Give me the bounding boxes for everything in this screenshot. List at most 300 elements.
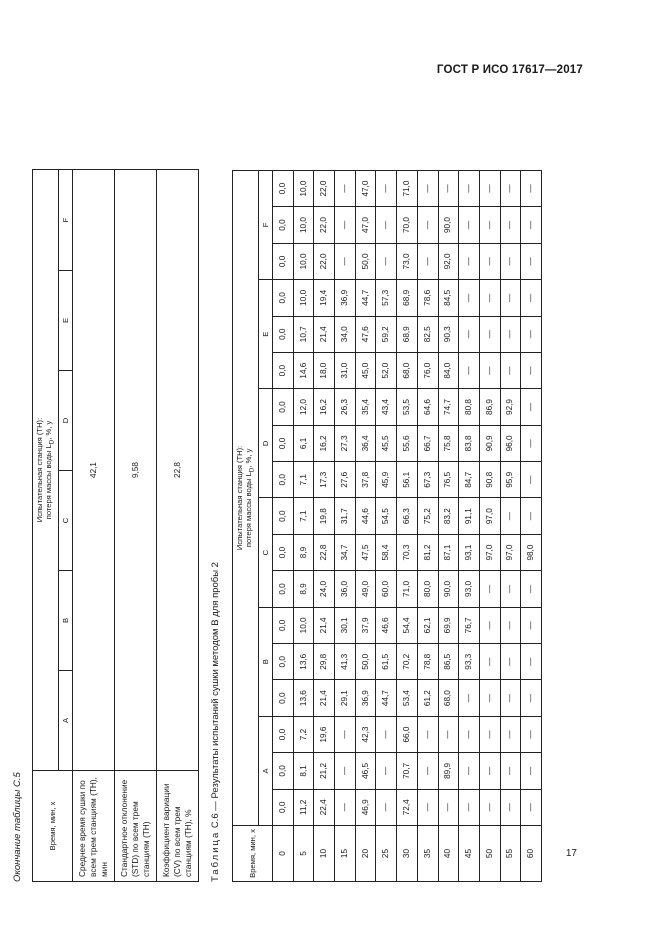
summary-row [73, 170, 115, 882]
value-cell: 84,7 [459, 462, 480, 498]
table-row [376, 170, 397, 881]
value-cell: 84,0 [438, 352, 459, 388]
value-cell: 68,0 [397, 352, 418, 388]
station-label: B [259, 607, 273, 716]
time-cell: 0 [273, 826, 294, 882]
value-cell: 87,1 [438, 534, 459, 570]
value-cell: 0,0 [273, 680, 294, 716]
value-cell: 0,0 [273, 644, 294, 680]
value-cell: 27,6 [335, 462, 356, 498]
value-cell: — [479, 607, 500, 643]
value-cell: 97,0 [479, 534, 500, 570]
value-cell: 22,8 [314, 534, 335, 570]
stations-row [259, 170, 273, 881]
station-label: E [259, 280, 273, 389]
table-row [438, 170, 459, 881]
time-cell: 15 [335, 826, 356, 882]
value-cell: — [376, 207, 397, 243]
table-c6-caption [210, 562, 221, 882]
value-cell: 67,3 [417, 462, 438, 498]
value-cell: 68,0 [438, 680, 459, 716]
value-cell: 7,1 [293, 462, 314, 498]
value-cell: 21,2 [314, 753, 335, 789]
value-cell: — [521, 680, 542, 716]
value-cell: 35,4 [355, 389, 376, 425]
value-cell: 10,0 [293, 607, 314, 643]
value-cell: 0,0 [273, 534, 294, 570]
value-cell: 86,5 [438, 644, 459, 680]
value-cell: 92,9 [500, 389, 521, 425]
value-cell: 72,4 [397, 789, 418, 825]
value-cell: — [479, 753, 500, 789]
value-cell: 0,0 [273, 243, 294, 279]
value-cell: 0,0 [273, 716, 294, 752]
value-cell: — [521, 425, 542, 461]
value-cell: — [417, 716, 438, 752]
value-cell: 10,7 [293, 316, 314, 352]
value-cell: — [500, 571, 521, 607]
value-cell: 84,5 [438, 280, 459, 316]
time-cell: 25 [376, 826, 397, 882]
value-cell: 53,4 [397, 680, 418, 716]
value-cell: — [479, 571, 500, 607]
value-cell: 90,9 [479, 425, 500, 461]
value-cell: 10,0 [293, 170, 314, 207]
value-cell: — [376, 243, 397, 279]
value-cell: — [479, 644, 500, 680]
value-cell: 10,0 [293, 280, 314, 316]
value-cell: — [376, 753, 397, 789]
value-cell: 7,2 [293, 716, 314, 752]
value-cell: 71,0 [397, 571, 418, 607]
value-cell: 44,7 [355, 280, 376, 316]
value-cell: — [500, 207, 521, 243]
value-cell: 91,1 [459, 498, 480, 534]
station-header-suffix: , %, y [243, 448, 253, 468]
station-header-line1: Испытательная станция (TH): [234, 445, 244, 551]
value-cell: 0,0 [273, 170, 294, 207]
value-cell: 66,7 [417, 425, 438, 461]
time-cell: 5 [293, 826, 314, 882]
value-cell: 0,0 [273, 280, 294, 316]
station-label: C [59, 471, 73, 571]
value-cell: 24,0 [314, 571, 335, 607]
station-group-header [233, 170, 259, 825]
header-row [233, 170, 259, 881]
value-cell: — [459, 753, 480, 789]
value-cell: — [521, 280, 542, 316]
value-cell: — [500, 498, 521, 534]
table-row [293, 170, 314, 881]
value-cell: 92,0 [438, 243, 459, 279]
value-cell: 97,0 [500, 534, 521, 570]
value-cell: 13,6 [293, 644, 314, 680]
station-label: D [259, 389, 273, 498]
value-cell: 60,0 [376, 571, 397, 607]
value-cell: 0,0 [273, 753, 294, 789]
table-row [521, 170, 542, 881]
value-cell: 31,0 [335, 352, 356, 388]
value-cell: 90,3 [438, 316, 459, 352]
value-cell: 46,6 [376, 607, 397, 643]
station-group-header [33, 170, 59, 771]
value-cell: 36,9 [335, 280, 356, 316]
value-cell: 37,8 [355, 462, 376, 498]
station-label: B [59, 571, 73, 671]
value-cell: 61,5 [376, 644, 397, 680]
value-cell: — [521, 753, 542, 789]
value-cell: 70,2 [397, 644, 418, 680]
value-cell: 81,2 [417, 534, 438, 570]
table-c5-caption [12, 772, 23, 882]
value-cell: — [335, 243, 356, 279]
value-cell: 0,0 [273, 316, 294, 352]
value-cell: 47,6 [355, 316, 376, 352]
value-cell: 26,3 [335, 389, 356, 425]
time-cell: 60 [521, 826, 542, 882]
value-cell: 90,0 [438, 207, 459, 243]
header-row [33, 170, 59, 882]
value-cell: — [335, 170, 356, 207]
value-cell: 22,0 [314, 170, 335, 207]
document-header: ГОСТ Р ИСО 17617—2017 [436, 64, 583, 76]
summary-label: Среднее время сушки по всем трем станциям (TH), мин [73, 771, 115, 882]
value-cell: 43,4 [376, 389, 397, 425]
time-cell: 50 [479, 826, 500, 882]
table-row [355, 170, 376, 881]
rotated-content [10, 62, 536, 882]
summary-label: Коэффициент вариации (CV) по всем трем станциям (TH), % [157, 771, 199, 882]
value-cell: — [521, 498, 542, 534]
value-cell: 54,4 [397, 607, 418, 643]
value-cell: 27,3 [335, 425, 356, 461]
summary-label: Стандартное отклонение (STD) по всем трем станциям (TH) [115, 771, 157, 882]
value-cell: 21,4 [314, 607, 335, 643]
page-number: 17 [565, 848, 577, 859]
value-cell: 54,5 [376, 498, 397, 534]
value-cell: 75,2 [417, 498, 438, 534]
value-cell: 22,4 [314, 789, 335, 825]
value-cell: — [376, 716, 397, 752]
value-cell: 44,6 [355, 498, 376, 534]
value-cell: — [521, 644, 542, 680]
value-cell: 83,8 [459, 425, 480, 461]
table-row [500, 170, 521, 881]
value-cell: 17,3 [314, 462, 335, 498]
table-c5-caption-text: Окончание таблицы С.5 [12, 772, 23, 882]
table-row [397, 170, 418, 881]
value-cell: — [438, 170, 459, 207]
value-cell: 30,1 [335, 607, 356, 643]
value-cell: — [521, 789, 542, 825]
table-c5 [32, 169, 199, 882]
value-cell: — [417, 170, 438, 207]
time-cell: 55 [500, 826, 521, 882]
value-cell: — [479, 207, 500, 243]
value-cell: 75,8 [438, 425, 459, 461]
value-cell: 90,0 [438, 571, 459, 607]
value-cell: 8,9 [293, 571, 314, 607]
value-cell: 93,1 [459, 534, 480, 570]
table-row [335, 170, 356, 881]
summary-row [115, 170, 157, 882]
summary-value: 42,1 [73, 170, 115, 771]
station-label: A [59, 671, 73, 771]
station-label: D [59, 371, 73, 471]
value-cell: 19,8 [314, 498, 335, 534]
summary-row [157, 170, 199, 882]
value-cell: — [479, 280, 500, 316]
value-cell: 45,0 [355, 352, 376, 388]
value-cell: — [459, 352, 480, 388]
time-cell: 20 [355, 826, 376, 882]
value-cell: 42,3 [355, 716, 376, 752]
value-cell: 80,8 [459, 389, 480, 425]
value-cell: 22,0 [314, 243, 335, 279]
value-cell: 21,4 [314, 316, 335, 352]
value-cell: — [417, 789, 438, 825]
value-cell: 52,0 [376, 352, 397, 388]
value-cell: 56,1 [397, 462, 418, 498]
value-cell: — [500, 644, 521, 680]
value-cell: — [500, 789, 521, 825]
value-cell: 50,0 [355, 243, 376, 279]
value-cell: 66,3 [397, 498, 418, 534]
value-cell: 58,4 [376, 534, 397, 570]
station-header-subscript: D [48, 439, 56, 445]
value-cell: — [335, 789, 356, 825]
value-cell: 21,4 [314, 680, 335, 716]
value-cell: 83,2 [438, 498, 459, 534]
table-c6-caption-title: С.6 — Результаты испытаний сушки методом В для пробы 2 [210, 562, 221, 831]
value-cell: — [459, 207, 480, 243]
value-cell: — [521, 352, 542, 388]
value-cell: — [438, 789, 459, 825]
value-cell: — [500, 680, 521, 716]
value-cell: — [479, 716, 500, 752]
value-cell: — [500, 280, 521, 316]
summary-value: 22,8 [157, 170, 199, 771]
value-cell: — [376, 789, 397, 825]
value-cell: — [521, 170, 542, 207]
time-cell: 10 [314, 826, 335, 882]
value-cell: — [459, 716, 480, 752]
value-cell: — [500, 243, 521, 279]
value-cell: — [459, 680, 480, 716]
value-cell: — [479, 170, 500, 207]
value-cell: 62,1 [417, 607, 438, 643]
value-cell: — [521, 243, 542, 279]
value-cell: — [376, 170, 397, 207]
value-cell: 70,7 [397, 753, 418, 789]
value-cell: — [521, 207, 542, 243]
value-cell: 0,0 [273, 498, 294, 534]
station-header-suffix: , %, y [43, 420, 53, 440]
value-cell: — [521, 389, 542, 425]
value-cell: 46,9 [355, 789, 376, 825]
station-header-text: потеря массы воды L [43, 444, 53, 520]
value-cell: — [459, 789, 480, 825]
value-cell: — [500, 170, 521, 207]
station-header-text: потеря массы воды L [243, 472, 253, 548]
value-cell: — [417, 243, 438, 279]
value-cell: 86,9 [479, 389, 500, 425]
value-cell: 0,0 [273, 607, 294, 643]
value-cell: 44,7 [376, 680, 397, 716]
value-cell: 78,6 [417, 280, 438, 316]
value-cell: 76,5 [438, 462, 459, 498]
value-cell: 80,0 [417, 571, 438, 607]
time-cell: 30 [397, 826, 418, 882]
value-cell: 46,5 [355, 753, 376, 789]
value-cell: 0,0 [273, 352, 294, 388]
value-cell: 93,0 [459, 571, 480, 607]
value-cell: — [500, 607, 521, 643]
value-cell: 34,0 [335, 316, 356, 352]
value-cell: — [521, 716, 542, 752]
value-cell: 7,1 [293, 498, 314, 534]
value-cell: — [521, 462, 542, 498]
value-cell: 53,5 [397, 389, 418, 425]
value-cell: 61,2 [417, 680, 438, 716]
value-cell: — [438, 716, 459, 752]
value-cell: 31,7 [335, 498, 356, 534]
value-cell: 74,7 [438, 389, 459, 425]
value-cell: — [479, 680, 500, 716]
value-cell: 41,3 [335, 644, 356, 680]
value-cell: — [521, 607, 542, 643]
value-cell: — [500, 753, 521, 789]
value-cell: 0,0 [273, 207, 294, 243]
value-cell: 59,2 [376, 316, 397, 352]
table-row [273, 170, 294, 881]
value-cell: 36,9 [355, 680, 376, 716]
value-cell: 0,0 [273, 462, 294, 498]
time-header: Время, мин, x [233, 826, 273, 882]
value-cell: 90,8 [479, 462, 500, 498]
value-cell: 36,0 [335, 571, 356, 607]
value-cell: 64,6 [417, 389, 438, 425]
value-cell: — [417, 207, 438, 243]
value-cell: 37,9 [355, 607, 376, 643]
value-cell: 0,0 [273, 789, 294, 825]
value-cell: 45,9 [376, 462, 397, 498]
table-row [314, 170, 335, 881]
value-cell: — [479, 789, 500, 825]
value-cell: 55,6 [397, 425, 418, 461]
value-cell: 70,0 [397, 207, 418, 243]
value-cell: 70,3 [397, 534, 418, 570]
time-cell: 35 [417, 826, 438, 882]
value-cell: — [459, 280, 480, 316]
value-cell: 8,1 [293, 753, 314, 789]
value-cell: 0,0 [273, 425, 294, 461]
value-cell: 66,0 [397, 716, 418, 752]
value-cell: 0,0 [273, 389, 294, 425]
station-label: A [259, 716, 273, 825]
time-cell: 45 [459, 826, 480, 882]
value-cell: 45,5 [376, 425, 397, 461]
value-cell: 69,9 [438, 607, 459, 643]
value-cell: 73,0 [397, 243, 418, 279]
value-cell: 47,0 [355, 207, 376, 243]
value-cell: — [521, 316, 542, 352]
value-cell: 6,1 [293, 425, 314, 461]
value-cell: 68,9 [397, 316, 418, 352]
value-cell: 36,4 [355, 425, 376, 461]
value-cell: 34,7 [335, 534, 356, 570]
value-cell: 47,0 [355, 170, 376, 207]
value-cell: — [479, 352, 500, 388]
value-cell: 95,9 [500, 462, 521, 498]
value-cell: 16,2 [314, 389, 335, 425]
value-cell: 93,3 [459, 644, 480, 680]
value-cell: 57,3 [376, 280, 397, 316]
station-header-line2 [244, 171, 257, 825]
value-cell: — [500, 352, 521, 388]
value-cell: 78,8 [417, 644, 438, 680]
value-cell: 22,0 [314, 207, 335, 243]
value-cell: 0,0 [273, 571, 294, 607]
value-cell: — [479, 316, 500, 352]
value-cell: 8,9 [293, 534, 314, 570]
value-cell: — [335, 753, 356, 789]
value-cell: 97,0 [479, 498, 500, 534]
value-cell: 71,0 [397, 170, 418, 207]
value-cell: 98,0 [521, 534, 542, 570]
table-row [479, 170, 500, 881]
value-cell: 76,0 [417, 352, 438, 388]
value-cell: 89,9 [438, 753, 459, 789]
value-cell: — [417, 753, 438, 789]
value-cell: 50,0 [355, 644, 376, 680]
station-label: C [259, 498, 273, 607]
station-label: F [259, 170, 273, 279]
value-cell: — [459, 170, 480, 207]
value-cell: 14,6 [293, 352, 314, 388]
value-cell: — [500, 316, 521, 352]
value-cell: 82,5 [417, 316, 438, 352]
table-c6 [232, 170, 542, 882]
table-row [459, 170, 480, 881]
value-cell: 68,9 [397, 280, 418, 316]
value-cell: — [335, 207, 356, 243]
table-c6-caption-lead: Таблица [210, 830, 221, 882]
station-header-line1: Испытательная станция (TH): [34, 417, 44, 523]
value-cell: 76,7 [459, 607, 480, 643]
value-cell: 96,0 [500, 425, 521, 461]
value-cell: 19,6 [314, 716, 335, 752]
value-cell: 29,8 [314, 644, 335, 680]
table-row [417, 170, 438, 881]
value-cell: 10,0 [293, 243, 314, 279]
value-cell: 13,6 [293, 680, 314, 716]
value-cell: — [479, 243, 500, 279]
value-cell: — [335, 716, 356, 752]
station-header-line2 [44, 170, 57, 770]
value-cell: 16,2 [314, 425, 335, 461]
value-cell: 11,2 [293, 789, 314, 825]
value-cell: 47,5 [355, 534, 376, 570]
value-cell: 19,4 [314, 280, 335, 316]
value-cell: — [521, 571, 542, 607]
time-header: Время, мин, x [33, 771, 73, 882]
value-cell: 12,0 [293, 389, 314, 425]
value-cell: 10,0 [293, 207, 314, 243]
value-cell: 49,0 [355, 571, 376, 607]
value-cell: 29,1 [335, 680, 356, 716]
summary-value: 9,58 [115, 170, 157, 771]
